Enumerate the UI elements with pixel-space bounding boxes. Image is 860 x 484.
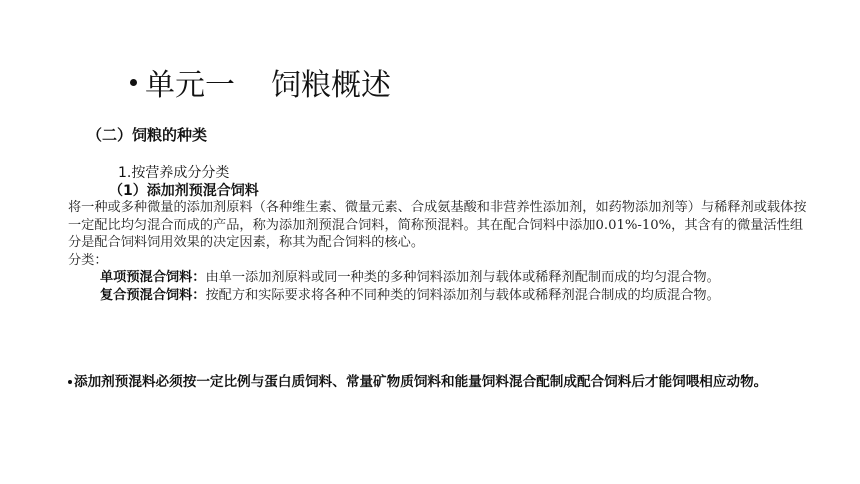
title-topic: 饲粮概述 [271,68,391,103]
subsub-heading: （1）添加剂预混合饲料 [109,183,259,199]
compound-premix-paragraph [68,287,814,305]
note-paragraph [68,373,818,392]
classification-label: 分类： [68,252,108,268]
single-premix-term: 单项预混合饲料： [100,270,206,286]
subsection-heading: 1.按营养成分分类 [118,165,230,181]
single-premix-paragraph [68,269,814,287]
definition-paragraph: 将一种或多种微量的添加剂原料（各种维生素、微量元素、合成氨基酸和非营养性添加剂，如药物添加剂等）与稀释剂或载体按一定配比均匀混合而成的产品，称为添加剂预混合饲料，简称预混料。其在配合饲料中添加0.01%-10%，其含有的微量活性组分是配合饲料饲用效果的决定因素，称其为配合饲料的核心。 [68,200,807,251]
title-unit: 单元一 [145,68,235,103]
slide-title [130,60,391,104]
section-heading: （二）饲粮的种类 [87,126,208,144]
compound-premix-term: 复合预混合饲料： [100,287,206,303]
body-text [68,199,814,305]
compound-premix-desc: 按配方和实际要求将各种不同种类的饲料添加剂与载体或稀释剂混合制成的均质混合物。 [205,287,720,303]
title-bullet-icon [130,79,137,86]
note-text: 添加剂预混料必须按一定比例与蛋白质饲料、常量矿物质饲料和能量饲料混合配制成配合饲料后才能饲喂相应动物。 [74,374,768,390]
single-premix-desc: 由单一添加剂原料或同一种类的多种饲料添加剂与载体或稀释剂配制而成的均匀混合物。 [205,270,720,286]
note-bullet-icon [68,380,72,384]
